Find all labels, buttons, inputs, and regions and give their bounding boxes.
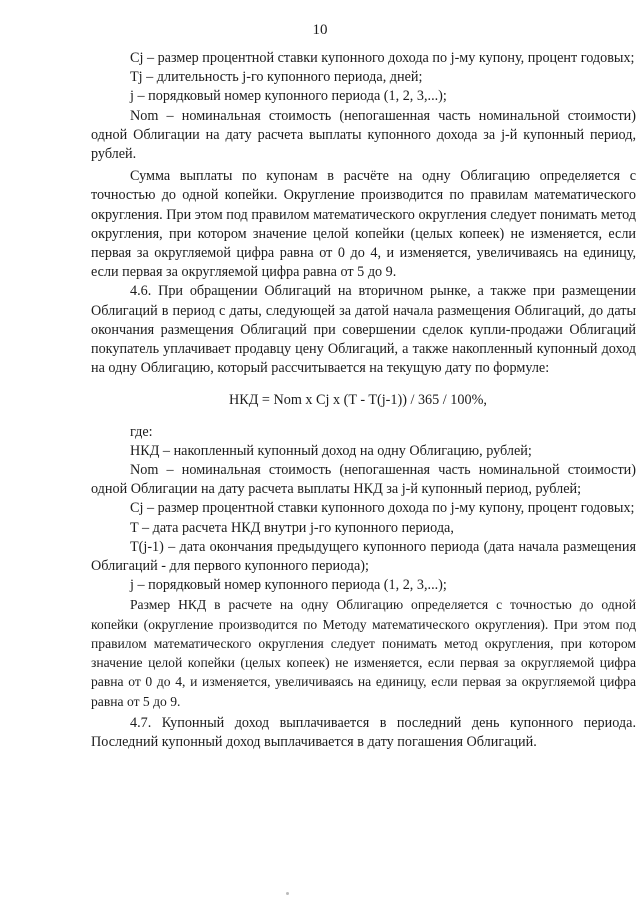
rounding-paragraph-2: Размер НКД в расчете на одну Облигацию определяется с точностью до одной копейки (округление производится по Методу математического округления). При этом под правилом математического округления следует понимать метод округления, при котором значение целой копейки (целых копеек) не изменяется, если первая за округляемой цифра равна от 0 до 4, и изменяется, увеличиваясь на единицу, если первая за округляемой цифра равна от 5 до 9.	[91, 597, 636, 709]
page-number: 10	[312, 22, 328, 38]
section-4-7: 4.7. Купонный доход выплачивается в последний день купонного периода. Последний купонный доход выплачивается в дату погашения Облигаций.	[91, 714, 636, 750]
definition-nkd: НКД – накопленный купонный доход на одну Облигацию, рублей;	[130, 442, 532, 459]
definition-tj: Tj – длительность j-го купонного периода, дней;	[130, 69, 423, 86]
definition-t: T – дата расчета НКД внутри j-го купонного периода,	[130, 519, 454, 536]
definition-cj-2: Cj – размер процентной ставки купонного дохода по j-му купону, процент годовых;	[130, 500, 635, 517]
document-body	[91, 49, 636, 752]
rounding-paragraph-1: Сумма выплаты по купонам в расчёте на одну Облигацию определяется с точностью до одной копейки. Округление производится по правилам математического округления. При этом под правилом математического округления следует понимать метод округления, при котором значение целой копейки (целых копеек) не изменяется, если первая за округляемой цифра равна от 0 до 4, и изменяется, увеличиваясь на единицу, если первая за округляемой цифра равна от 5 до 9.	[91, 168, 636, 281]
section-4-6: 4.6. При обращении Облигаций на вторичном рынке, а также при размещении Облигаций в период с даты, следующей за датой начала размещения Облигаций, до даты окончания размещения Облигаций при совершении сделок купли-продажи Облигаций покупатель уплачивает продавцу цену Облигаций, а также накопленный купонный доход на одну Облигацию, который рассчитывается на текущую дату по формуле:	[91, 283, 636, 377]
definition-nom: Nom – номинальная стоимость (непогашенная часть номинальной стоимости) одной Облигации на дату расчета выплаты купонного дохода за j-й купонный период, рублей.	[91, 107, 636, 163]
where-label: где:	[130, 423, 153, 440]
definition-t-prev: T(j-1) – дата окончания предыдущего купонного периода (дата начала размещения Облигаций - для первого купонного периода);	[91, 538, 636, 575]
nkd-formula: НКД = Nom x Cj x (T - T(j-1)) / 365 / 100%,	[229, 392, 487, 409]
definition-cj: Cj – размер процентной ставки купонного дохода по j-му купону, процент годовых;	[130, 50, 635, 66]
scan-mark	[286, 892, 289, 895]
definition-j: j – порядковый номер купонного периода (1, 2, 3,...);	[130, 88, 447, 105]
definition-j-2: j – порядковый номер купонного периода (1, 2, 3,...);	[130, 577, 447, 594]
definition-nom-2: Nom – номинальная стоимость (непогашенная часть номинальной стоимости) одной Облигации на дату расчета выплаты НКД за j-й купонный период, рублей;	[91, 462, 636, 498]
